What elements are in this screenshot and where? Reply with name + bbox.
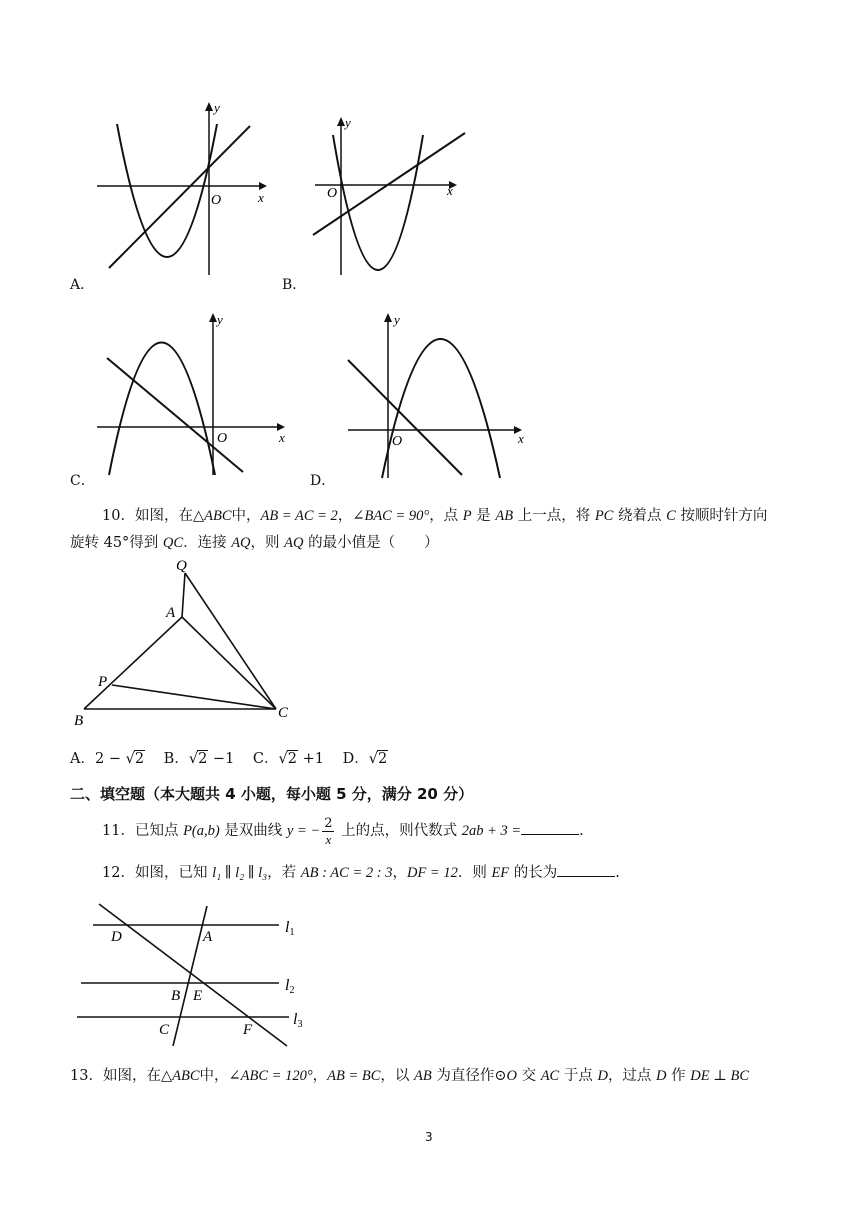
choice-d[interactable]: D．√2 xyxy=(342,751,388,767)
label-c: C xyxy=(278,705,289,721)
origin-label: O xyxy=(392,434,403,449)
graph-c xyxy=(95,310,295,480)
option-c-label: C． xyxy=(70,473,95,489)
y-label: y xyxy=(345,115,351,130)
page-number: 3 xyxy=(425,1130,433,1144)
label-e: E xyxy=(193,988,203,1004)
q10-choices xyxy=(70,749,388,769)
q11-answer-blank[interactable] xyxy=(521,820,579,835)
choice-b[interactable]: B．√2 −1 xyxy=(163,751,235,767)
choice-c[interactable]: C．√2 +1 xyxy=(252,751,324,767)
label-a: A xyxy=(166,605,176,621)
label-l2: l2 xyxy=(285,977,295,996)
q13-text: 13．如图，在△ABC中，∠ABC = 120°，AB = BC，以 AB 为直径作⊙O 交 AC 于点 D，过点 D 作 DE ⊥ BC xyxy=(70,1068,749,1084)
label-q: Q xyxy=(176,558,187,574)
line xyxy=(348,360,462,475)
graph-b xyxy=(305,115,475,280)
label-b: B xyxy=(171,988,181,1004)
parabola xyxy=(109,343,215,476)
y-label: y xyxy=(394,312,400,327)
line xyxy=(107,358,243,472)
section-2-title: 二、填空题（本大题共 4 小题，每小题 5 分，满分 20 分） xyxy=(70,785,474,803)
x-label: x xyxy=(447,183,453,198)
choice-a[interactable]: A．2 − √2 xyxy=(70,751,145,767)
label-l1: l1 xyxy=(285,919,295,938)
label-p: P xyxy=(98,674,108,690)
option-a-label: A． xyxy=(70,277,95,293)
q10-line-2: 旋转 45°得到 QC．连接 AQ，则 AQ 的最小值是（ ） xyxy=(70,535,439,551)
label-a: A xyxy=(203,929,213,945)
origin-label: O xyxy=(217,431,228,446)
q12-parallel-lines-figure xyxy=(75,898,315,1048)
q10-line-1: 10．如图，在△ABC中，AB = AC = 2，∠BAC = 90°，点 P 是 AB 上一点，将 PC 绕着点 C 按顺时针方向 xyxy=(102,508,768,524)
q12-text: 12．如图，已知 l₁ ∥ l₂ ∥ l₃，若 AB : AC = 2 : 3，DF = 12．则 EF 的长为 . xyxy=(102,862,620,883)
option-b-label: B． xyxy=(282,277,307,293)
parabola xyxy=(382,339,500,478)
q10-triangle-figure xyxy=(70,555,305,730)
line xyxy=(109,126,250,268)
label-c: C xyxy=(159,1022,170,1038)
graph-d xyxy=(340,310,535,480)
parabola xyxy=(333,135,423,270)
q11-text: 11．已知点 P(a,b) 是双曲线 y = − $\frac{2}{x}$ 上的点，则代数式 2ab + 3 = . xyxy=(102,815,584,847)
option-d-label: D． xyxy=(310,473,336,489)
parabola xyxy=(117,124,217,257)
label-l3: l3 xyxy=(293,1011,303,1030)
origin-label: O xyxy=(327,186,338,201)
x-label: x xyxy=(518,431,524,446)
origin-label: O xyxy=(211,193,222,208)
y-label: y xyxy=(217,312,223,327)
label-f: F xyxy=(243,1022,253,1038)
fraction: $\frac{2}{x}$ xyxy=(324,815,333,847)
q12-answer-blank[interactable] xyxy=(557,862,615,877)
y-label: y xyxy=(214,100,220,115)
x-label: x xyxy=(279,430,285,445)
graph-a xyxy=(95,100,280,280)
label-d: D xyxy=(111,929,122,945)
label-b: B xyxy=(74,713,84,729)
x-label: x xyxy=(258,190,264,205)
